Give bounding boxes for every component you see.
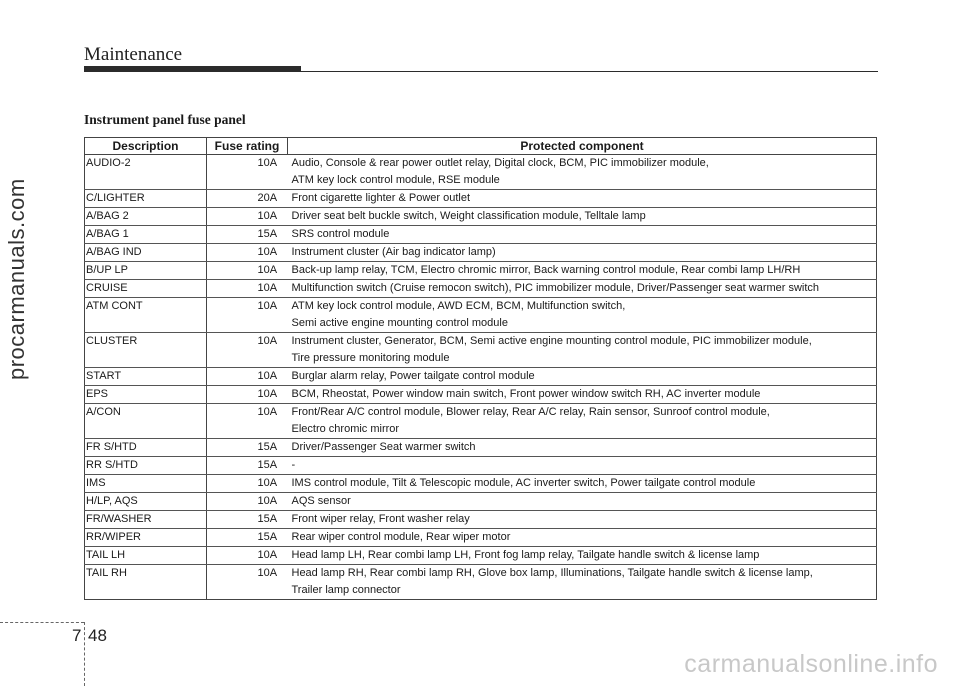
protected-component-cell bbox=[288, 298, 877, 333]
fuse-description-cell: FR/WASHER bbox=[85, 511, 207, 529]
protected-component-cell bbox=[288, 511, 877, 529]
fuse-rating-cell: 15A bbox=[207, 457, 288, 475]
protected-component-cell bbox=[288, 368, 877, 386]
page-header-title: Maintenance bbox=[84, 44, 183, 65]
protected-component-cell bbox=[288, 404, 877, 439]
protected-component-cell bbox=[288, 475, 877, 493]
fuse-rating-cell: 20A bbox=[207, 190, 288, 208]
protected-component-line: Head lamp RH, Rear combi lamp RH, Glove box lamp, Illuminations, Tailgate handle switch & license lamp, bbox=[291, 567, 813, 579]
protected-component-line: Burglar alarm relay, Power tailgate control module bbox=[291, 370, 535, 382]
fuse-rating-cell: 15A bbox=[207, 226, 288, 244]
fuse-description-cell: A/BAG 1 bbox=[85, 226, 207, 244]
protected-component-line: Instrument cluster (Air bag indicator lamp) bbox=[291, 246, 496, 258]
table-body bbox=[85, 155, 877, 600]
fuse-rating-cell: 10A bbox=[207, 475, 288, 493]
column-header-fuse-rating: Fuse rating bbox=[207, 138, 288, 155]
protected-component-cell bbox=[288, 333, 877, 368]
table-row bbox=[85, 493, 877, 511]
fuse-rating-cell: 10A bbox=[207, 404, 288, 439]
fuse-description-cell: START bbox=[85, 368, 207, 386]
fuse-description-cell: AUDIO-2 bbox=[85, 155, 207, 190]
protected-component-line: Front cigarette lighter & Power outlet bbox=[291, 192, 471, 204]
fuse-description-cell: C/LIGHTER bbox=[85, 190, 207, 208]
protected-component-line: ATM key lock control module, RSE module bbox=[291, 174, 500, 186]
protected-component-cell bbox=[288, 457, 877, 475]
fuse-description-cell: FR S/HTD bbox=[85, 439, 207, 457]
bottom-watermark: carmanualsonline.info bbox=[684, 650, 938, 678]
fuse-description-cell: A/BAG 2 bbox=[85, 208, 207, 226]
protected-component-line: Audio, Console & rear power outlet relay, Digital clock, BCM, PIC immobilizer module, bbox=[291, 157, 709, 169]
fuse-description-cell: B/UP LP bbox=[85, 262, 207, 280]
table-header-row bbox=[85, 138, 877, 155]
fuse-rating-cell: 10A bbox=[207, 565, 288, 600]
protected-component-line: SRS control module bbox=[291, 228, 390, 240]
table-row bbox=[85, 155, 877, 190]
protected-component-cell bbox=[288, 155, 877, 190]
fuse-description-cell: RR S/HTD bbox=[85, 457, 207, 475]
header-rule-thin bbox=[301, 71, 878, 72]
table-row bbox=[85, 511, 877, 529]
protected-component-line: ATM key lock control module, AWD ECM, BCM, Multifunction switch, bbox=[291, 300, 626, 312]
fuse-rating-cell: 15A bbox=[207, 511, 288, 529]
fuse-description-cell: IMS bbox=[85, 475, 207, 493]
protected-component-cell bbox=[288, 386, 877, 404]
protected-component-line: Rear wiper control module, Rear wiper motor bbox=[291, 531, 511, 543]
table-row bbox=[85, 244, 877, 262]
fuse-description-cell: H/LP, AQS bbox=[85, 493, 207, 511]
protected-component-cell bbox=[288, 439, 877, 457]
table-row bbox=[85, 565, 877, 600]
protected-component-cell bbox=[288, 529, 877, 547]
side-watermark-text: procarmanuals.com bbox=[4, 178, 29, 380]
table-row bbox=[85, 386, 877, 404]
fuse-rating-cell: 10A bbox=[207, 280, 288, 298]
fuse-rating-cell: 10A bbox=[207, 244, 288, 262]
protected-component-cell bbox=[288, 493, 877, 511]
protected-component-cell bbox=[288, 208, 877, 226]
fuse-rating-cell: 15A bbox=[207, 529, 288, 547]
fuse-description-cell: CLUSTER bbox=[85, 333, 207, 368]
fuse-rating-cell: 10A bbox=[207, 333, 288, 368]
protected-component-line: Back-up lamp relay, TCM, Electro chromic mirror, Back warning control module, Rear combi lamp LH/RH bbox=[291, 264, 801, 276]
table-row bbox=[85, 208, 877, 226]
table-row bbox=[85, 226, 877, 244]
protected-component-line: IMS control module, Tilt & Telescopic module, AC inverter switch, Power tailgate control module bbox=[291, 477, 756, 489]
fuse-table bbox=[84, 137, 877, 600]
protected-component-line: Semi active engine mounting control module bbox=[291, 317, 508, 329]
fuse-rating-cell: 10A bbox=[207, 262, 288, 280]
fuse-description-cell: TAIL LH bbox=[85, 547, 207, 565]
table-row bbox=[85, 475, 877, 493]
table-row bbox=[85, 547, 877, 565]
table-row bbox=[85, 368, 877, 386]
table-row bbox=[85, 439, 877, 457]
fuse-description-cell: A/BAG IND bbox=[85, 244, 207, 262]
protected-component-line: Tire pressure monitoring module bbox=[291, 352, 450, 364]
protected-component-cell bbox=[288, 226, 877, 244]
table-row bbox=[85, 404, 877, 439]
protected-component-line: Front wiper relay, Front washer relay bbox=[291, 513, 470, 525]
protected-component-line: Driver seat belt buckle switch, Weight classification module, Telltale lamp bbox=[291, 210, 646, 222]
fuse-rating-cell: 15A bbox=[207, 439, 288, 457]
fuse-description-cell: TAIL RH bbox=[85, 565, 207, 600]
protected-component-line: Driver/Passenger Seat warmer switch bbox=[291, 441, 476, 453]
footer-rule bbox=[0, 622, 84, 623]
protected-component-cell bbox=[288, 565, 877, 600]
protected-component-line: Multifunction switch (Cruise remocon switch), PIC immobilizer module, Driver/Passenger seat warmer switch bbox=[291, 282, 820, 294]
protected-component-cell bbox=[288, 190, 877, 208]
fuse-rating-cell: 10A bbox=[207, 208, 288, 226]
fuse-description-cell: ATM CONT bbox=[85, 298, 207, 333]
header-rule-thick bbox=[84, 66, 301, 72]
protected-component-line: Front/Rear A/C control module, Blower relay, Rear A/C relay, Rain sensor, Sunroof control module, bbox=[291, 406, 770, 418]
table-row bbox=[85, 333, 877, 368]
column-header-protected-component: Protected component bbox=[288, 138, 877, 155]
fuse-rating-cell: 10A bbox=[207, 386, 288, 404]
protected-component-cell bbox=[288, 244, 877, 262]
table-row bbox=[85, 529, 877, 547]
protected-component-line: Trailer lamp connector bbox=[291, 584, 401, 596]
section-title: Instrument panel fuse panel bbox=[84, 112, 246, 127]
table-row bbox=[85, 262, 877, 280]
protected-component-cell bbox=[288, 547, 877, 565]
fuse-description-cell: CRUISE bbox=[85, 280, 207, 298]
table-row bbox=[85, 457, 877, 475]
protected-component-cell bbox=[288, 262, 877, 280]
fuse-rating-cell: 10A bbox=[207, 547, 288, 565]
fuse-rating-cell: 10A bbox=[207, 493, 288, 511]
fuse-description-cell: A/CON bbox=[85, 404, 207, 439]
page-number: 48 bbox=[88, 626, 107, 645]
protected-component-line: Electro chromic mirror bbox=[291, 423, 400, 435]
protected-component-line: Head lamp LH, Rear combi lamp LH, Front fog lamp relay, Tailgate handle switch & license lamp bbox=[291, 549, 760, 561]
protected-component-line: Instrument cluster, Generator, BCM, Semi active engine mounting control module, PIC immobilizer module, bbox=[291, 335, 812, 347]
protected-component-line: BCM, Rheostat, Power window main switch, Front power window switch RH, AC inverter module bbox=[291, 388, 761, 400]
fuse-description-cell: RR/WIPER bbox=[85, 529, 207, 547]
chapter-number: 7 bbox=[72, 626, 82, 645]
table-row bbox=[85, 190, 877, 208]
fuse-rating-cell: 10A bbox=[207, 368, 288, 386]
fuse-description-cell: EPS bbox=[85, 386, 207, 404]
table-row bbox=[85, 280, 877, 298]
fuse-rating-cell: 10A bbox=[207, 298, 288, 333]
protected-component-line: AQS sensor bbox=[291, 495, 351, 507]
fuse-rating-cell: 10A bbox=[207, 155, 288, 190]
protected-component-line: - bbox=[291, 459, 296, 471]
footer-separator bbox=[84, 622, 85, 686]
table-row bbox=[85, 298, 877, 333]
column-header-description: Description bbox=[85, 138, 207, 155]
protected-component-cell bbox=[288, 280, 877, 298]
